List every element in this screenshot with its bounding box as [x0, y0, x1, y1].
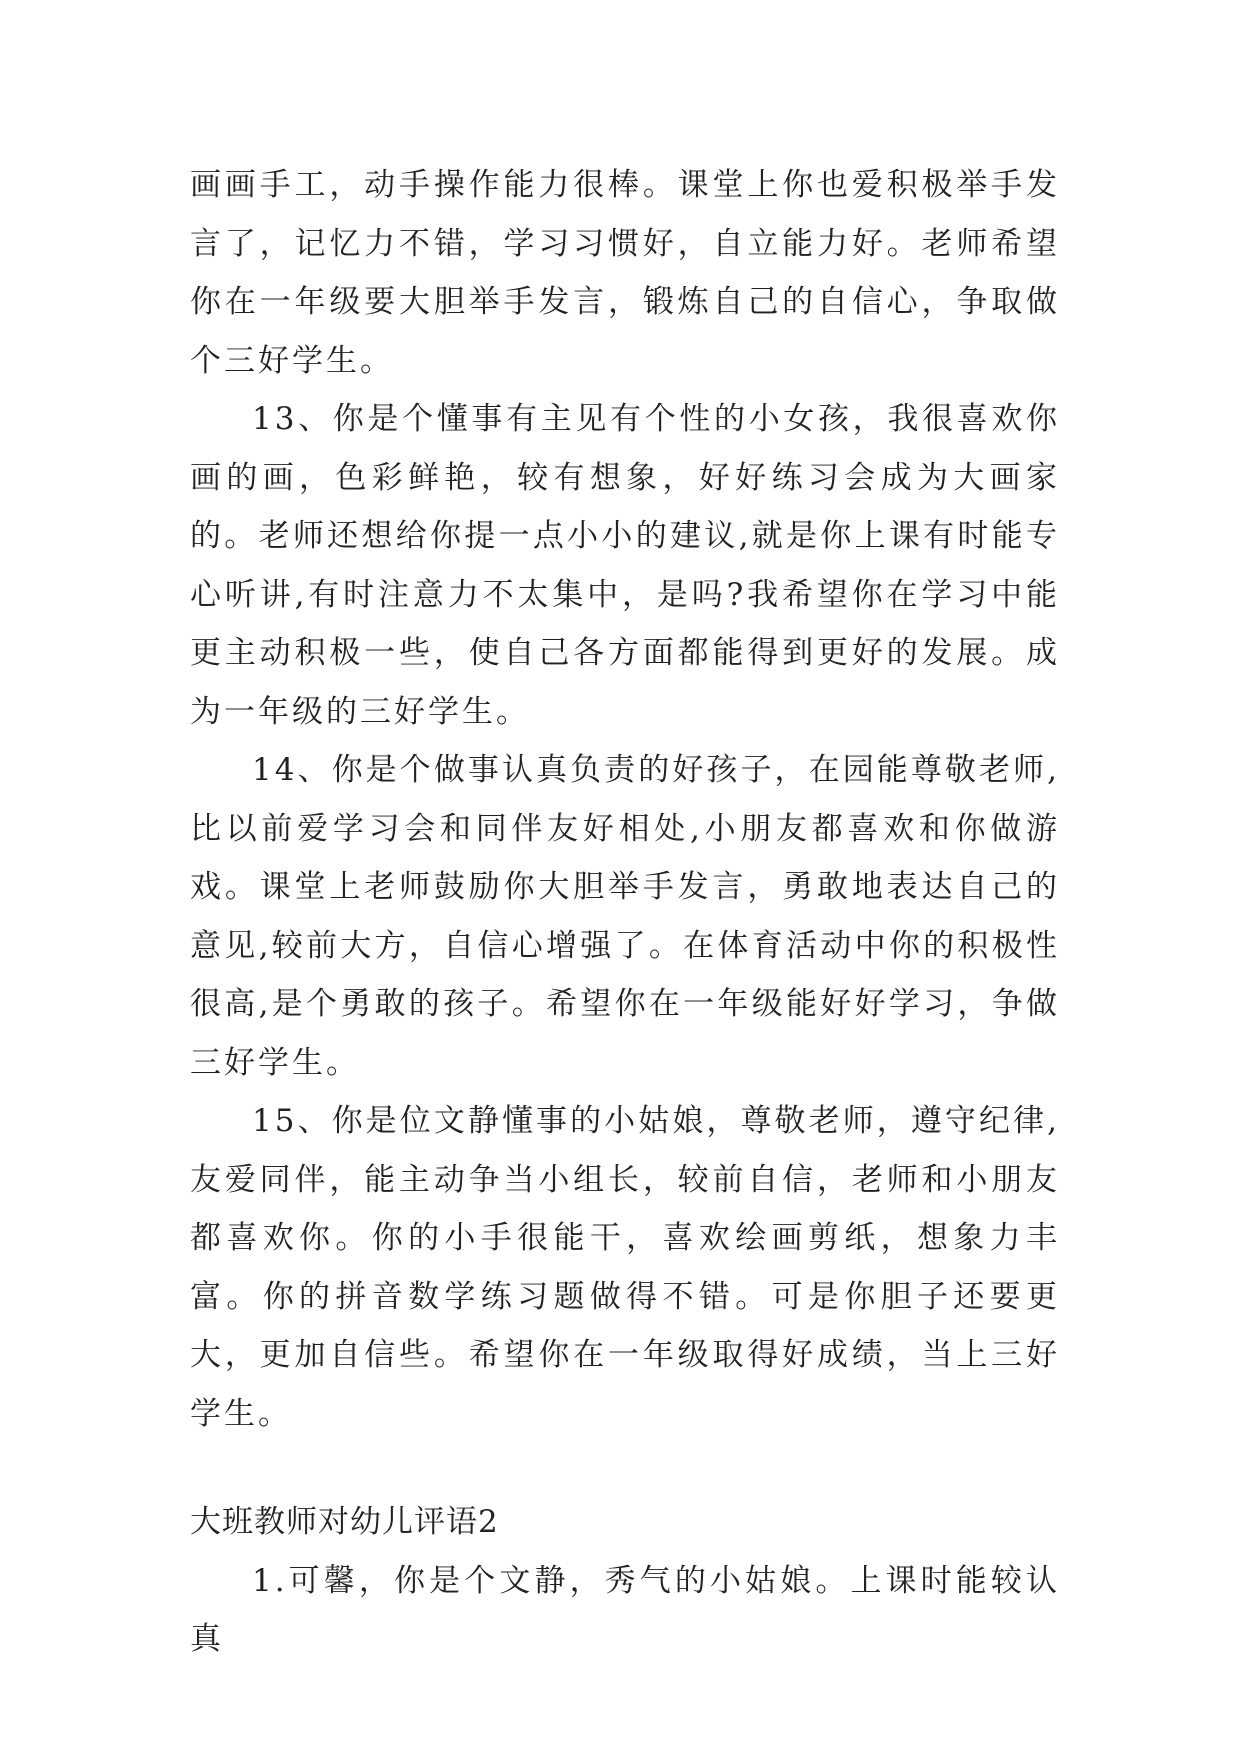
- paragraph-13: 13、你是个懂事有主见有个性的小女孩，我很喜欢你画的画，色彩鲜艳，较有想象，好好练习会成为大画家的。老师还想给你提一点小小的建议,就是你上课有时能专心听讲,有时注意力不太集中，是吗?我希望你在学习中能更主动积极一些，使自己各方面都能得到更好的发展。成为一年级的三好学生。: [190, 401, 1060, 730]
- paragraph-14: 14、你是个做事认真负责的好孩子，在园能尊敬老师,比以前爱学习会和同伴友好相处,小朋友都喜欢和你做游戏。课堂上老师鼓励你大胆举手发言，勇敢地表达自己的意见,较前大方，自信心增强了。在体育活动中你的积极性很高,是个勇敢的孩子。希望你在一年级能好好学习，争做三好学生。: [190, 752, 1060, 1081]
- paragraph-15: 15、你是位文静懂事的小姑娘，尊敬老师，遵守纪律,友爱同伴，能主动争当小组长，较前自信，老师和小朋友都喜欢你。你的小手很能干，喜欢绘画剪纸，想象力丰富。你的拼音数学练习题做得不错。可是你胆子还要更大，更加自信些。希望你在一年级取得好成绩，当上三好学生。: [190, 1103, 1060, 1432]
- section-heading: 大班教师对幼儿评语2: [190, 1504, 499, 1540]
- paragraph-12-continued: 画画手工，动手操作能力很棒。课堂上你也爱积极举手发言了，记忆力不错，学习习惯好，自立能力好。老师希望你在一年级要大胆举手发言，锻炼自己的自信心，争取做个三好学生。: [190, 167, 1060, 379]
- document-page: [190, 156, 1060, 1669]
- section-first-paragraph: 1.可馨，你是个文静，秀气的小姑娘。上课时能较认真: [190, 1562, 1060, 1657]
